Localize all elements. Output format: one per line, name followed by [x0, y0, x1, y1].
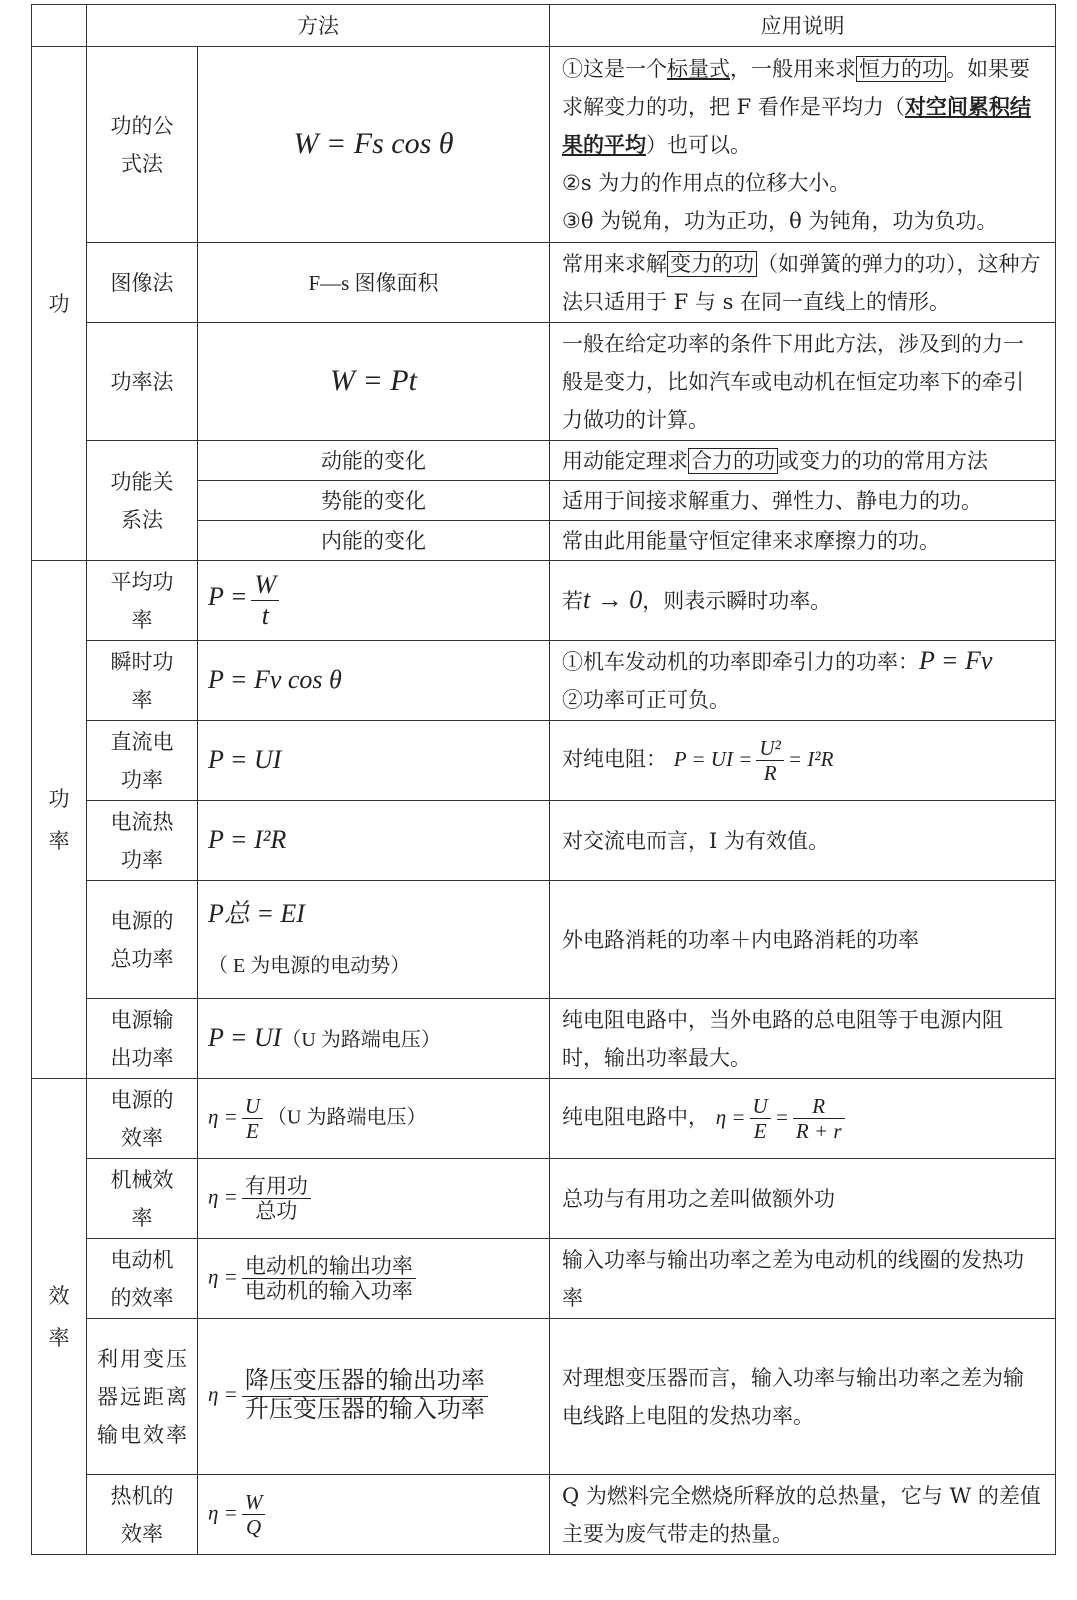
section-power: 功率: [32, 561, 87, 1079]
usage-desc: 纯电阻电路中， η = $\frac{U}{E}$ = $\frac{R}{R + r}$: [550, 1079, 1056, 1159]
method-name: 功率法: [87, 323, 198, 441]
power-instant-row: [32, 641, 1056, 721]
usage-desc: ①这是一个标量式，一般用来求 恒力的功 。如果要求解变力的功，把 F 看作是平均力（对空间累积结果的平均）也可以。 ②s 为力的作用点的位移大小。 ③θ 为锐角，功为正功，θ 为钝角，功为负功。: [550, 47, 1056, 243]
formula: W = Fs cos θ: [198, 47, 550, 243]
method-name: 功能关系法: [87, 441, 198, 561]
section-efficiency: 效率: [32, 1079, 87, 1555]
usage-desc: 对纯电阻： P = UI = $\frac{\text{U²}}{R}$ = I²R: [550, 721, 1056, 801]
eff-heat-engine-row: [32, 1475, 1056, 1555]
header-row: [32, 5, 1056, 47]
eff-motor-row: [32, 1239, 1056, 1319]
method-name: 热机的效率: [87, 1475, 198, 1555]
method-name: 电动机的效率: [87, 1239, 198, 1319]
usage-desc: 用动能定理求 合力的功 或变力的功的常用方法: [550, 441, 1056, 481]
formula: P = I²R: [198, 801, 550, 881]
method-name: 机械效率: [87, 1159, 198, 1239]
formula: 内能的变化: [198, 521, 550, 561]
method-name: 电源的效率: [87, 1079, 198, 1159]
usage-desc: 对理想变压器而言，输入功率与输出功率之差为输电线路上电阻的发热功率。: [550, 1319, 1056, 1475]
usage-desc: 适用于间接求解重力、弹性力、静电力的功。: [550, 481, 1056, 521]
method-name: 瞬时功率: [87, 641, 198, 721]
usage-desc: Q 为燃料完全燃烧所释放的总热量，它与 W 的差值主要为废气带走的热量。: [550, 1475, 1056, 1555]
formula: 动能的变化: [198, 441, 550, 481]
header-blank: [32, 5, 87, 47]
method-name: 图像法: [87, 243, 198, 323]
usage-desc: ①机车发动机的功率即牵引力的功率：P = Fv ②功率可正可负。: [550, 641, 1056, 721]
header-method: 方法: [87, 5, 550, 47]
formula: η = $\frac{\text{降压变压器的输出功率}}{\text{升压变压器的输入功率}}$: [198, 1319, 550, 1475]
formula: P = UI: [198, 721, 550, 801]
usage-desc: 总功与有用功之差叫做额外功: [550, 1159, 1056, 1239]
method-name: 电源的总功率: [87, 881, 198, 999]
work-graph-row: [32, 243, 1056, 323]
formula: P = $\frac{W}{t}$: [198, 561, 550, 641]
usage-desc: 若t → 0，则表示瞬时功率。: [550, 561, 1056, 641]
eff-source-row: [32, 1079, 1056, 1159]
usage-desc: 一般在给定功率的条件下用此方法，涉及到的力一般是变力，比如汽车或电动机在恒定功率下的牵引力做功的计算。: [550, 323, 1056, 441]
formula: W = Pt: [198, 323, 550, 441]
power-dc-row: [32, 721, 1056, 801]
formula: P = Fv cos θ: [198, 641, 550, 721]
formula-table: [31, 4, 1056, 1555]
usage-desc: 输入功率与输出功率之差为电动机的线圈的发热功率: [550, 1239, 1056, 1319]
method-name: 直流电功率: [87, 721, 198, 801]
method-name: 利用变压器远距离输电效率: [87, 1319, 198, 1475]
method-name: 电流热功率: [87, 801, 198, 881]
header-usage: 应用说明: [550, 5, 1056, 47]
eff-mechanical-row: [32, 1159, 1056, 1239]
work-power-row: [32, 323, 1056, 441]
formula: η = $\frac{U}{E}$ （U 为路端电压）: [198, 1079, 550, 1159]
formula: η = $\frac{\text{有用功}}{\text{总功}}$: [198, 1159, 550, 1239]
usage-desc: 纯电阻电路中，当外电路的总电阻等于电源内阻时，输出功率最大。: [550, 999, 1056, 1079]
eff-transmission-row: [32, 1319, 1056, 1475]
section-work: 功: [32, 47, 87, 561]
usage-desc: 外电路消耗的功率＋内电路消耗的功率: [550, 881, 1056, 999]
method-name: 平均功率: [87, 561, 198, 641]
power-heat-row: [32, 801, 1056, 881]
usage-desc: 对交流电而言，I 为有效值。: [550, 801, 1056, 881]
usage-desc: 常用来求解 变力的功 （如弹簧的弹力的功），这种方法只适用于 F 与 s 在同一直线上的情形。: [550, 243, 1056, 323]
formula: 势能的变化: [198, 481, 550, 521]
formula: η = $\frac{\text{电动机的输出功率}}{\text{电动机的输入功率}}$: [198, 1239, 550, 1319]
work-energy-row: [32, 441, 1056, 481]
work-formula-row: [32, 47, 1056, 243]
method-name: 电源输出功率: [87, 999, 198, 1079]
power-source-total-row: [32, 881, 1056, 999]
formula: P = UI（U 为路端电压）: [198, 999, 550, 1079]
power-average-row: [32, 561, 1056, 641]
formula: η = $\frac{W}{Q}$: [198, 1475, 550, 1555]
formula: P总 = EI （ E 为电源的电动势）: [198, 881, 550, 999]
formula: F—s 图像面积: [198, 243, 550, 323]
usage-desc: 常由此用能量守恒定律来求摩擦力的功。: [550, 521, 1056, 561]
method-name: 功的公式法: [87, 47, 198, 243]
power-source-output-row: [32, 999, 1056, 1079]
